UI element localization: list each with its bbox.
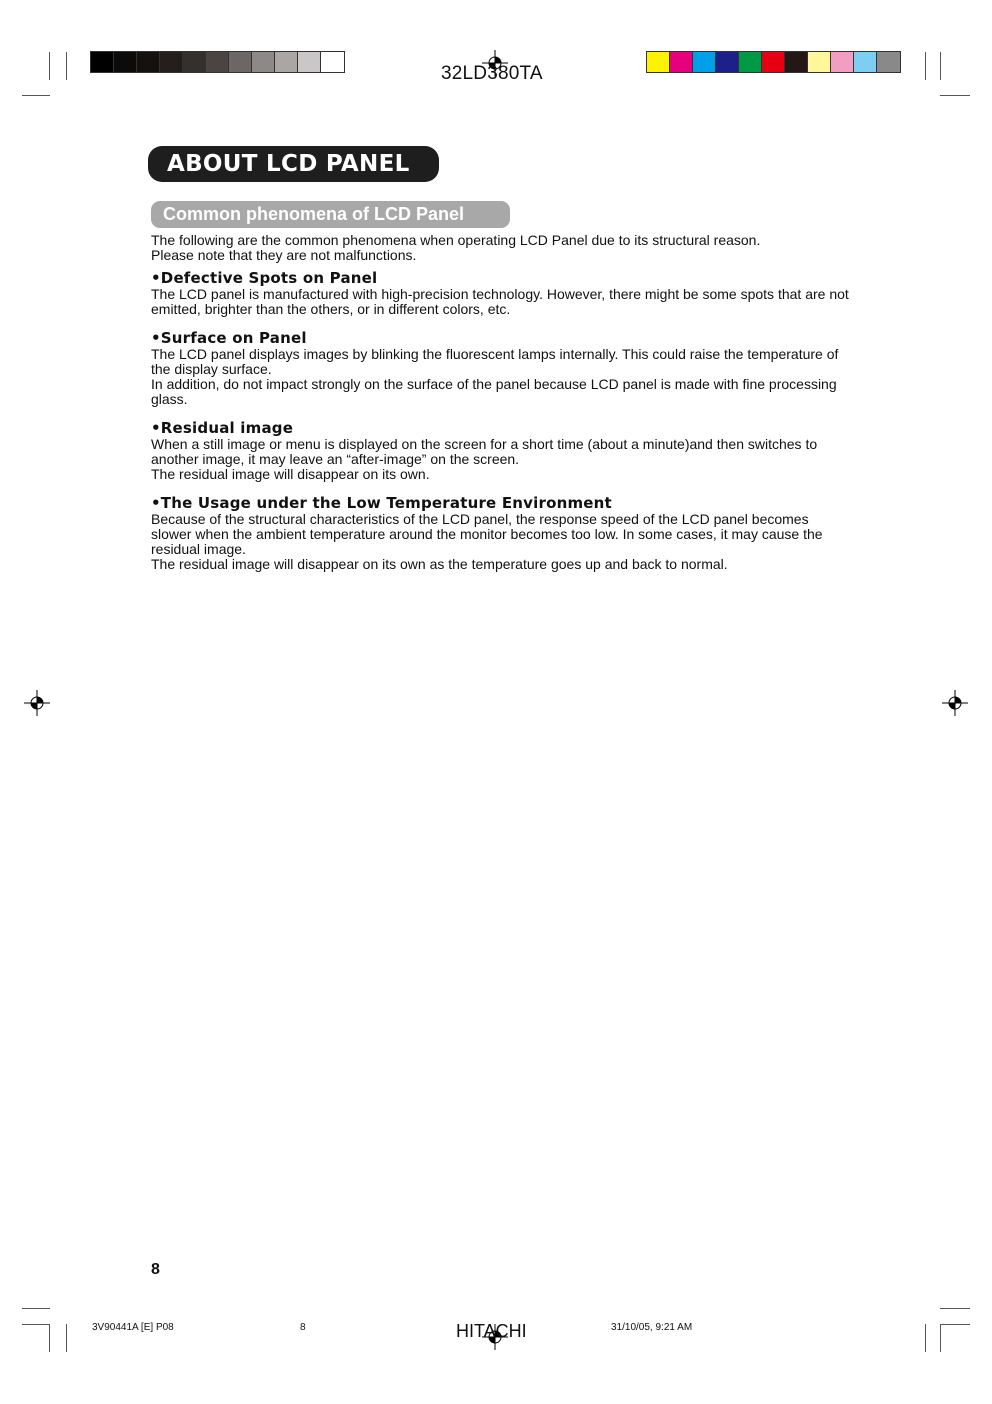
page-title: ABOUT LCD PANEL [148, 146, 439, 182]
calibration-swatch [854, 52, 877, 72]
calibration-swatch [298, 52, 321, 72]
page-number: 8 [151, 1261, 160, 1278]
section-heading: •Residual image [151, 419, 294, 437]
color-calibration-bar [646, 51, 901, 73]
section-heading: •Surface on Panel [151, 329, 307, 347]
calibration-swatch [206, 52, 229, 72]
main-content [151, 233, 851, 585]
calibration-swatch [160, 52, 183, 72]
section-residual-image [151, 420, 851, 482]
calibration-swatch [183, 52, 206, 72]
calibration-swatch [693, 52, 716, 72]
calibration-swatch [808, 52, 831, 72]
calibration-swatch [762, 52, 785, 72]
intro-line: Please note that they are not malfunctions. [151, 247, 417, 263]
calibration-swatch [670, 52, 693, 72]
section-heading: •The Usage under the Low Temperature Environment [151, 494, 612, 512]
calibration-swatch [831, 52, 854, 72]
grayscale-calibration-bar [90, 51, 345, 73]
section-paragraph: Because of the structural characteristics of the LCD panel, the response speed of the LCD panel becomes slower when the ambient temperature around the monitor becomes too low. In some cases, it may cause the residual image. [151, 511, 823, 557]
calibration-swatch [321, 52, 344, 72]
registration-mark-right-icon [942, 690, 968, 716]
section-paragraph: The residual image will disappear on its own. [151, 466, 430, 482]
calibration-swatch [137, 52, 160, 72]
section-paragraph: In addition, do not impact strongly on the surface of the panel because LCD panel is made with fine processing glass. [151, 376, 837, 407]
calibration-swatch [739, 52, 762, 72]
section-low-temperature [151, 495, 851, 572]
footer-page: 8 [300, 1322, 306, 1333]
calibration-swatch [91, 52, 114, 72]
section-paragraph: The residual image will disappear on its own as the temperature goes up and back to normal. [151, 556, 728, 572]
calibration-swatch [229, 52, 252, 72]
footer-file-code: 3V90441A [E] P08 [92, 1322, 174, 1333]
intro-text [151, 233, 851, 263]
section-subtitle: Common phenomena of LCD Panel [151, 201, 510, 228]
section-surface [151, 330, 851, 407]
calibration-swatch [114, 52, 137, 72]
section-paragraph: The LCD panel displays images by blinking the fluorescent lamps internally. This could raise the temperature of the display surface. [151, 346, 839, 377]
calibration-swatch [785, 52, 808, 72]
calibration-swatch [647, 52, 670, 72]
footer-brand: HITACHI [456, 1321, 527, 1341]
model-code: 32LD380TA [441, 63, 543, 84]
section-heading: •Defective Spots on Panel [151, 269, 378, 287]
calibration-swatch [877, 52, 900, 72]
calibration-swatch [716, 52, 739, 72]
section-defective-spots [151, 270, 851, 317]
calibration-swatch [252, 52, 275, 72]
registration-mark-left-icon [24, 690, 50, 716]
intro-line: The following are the common phenomena when operating LCD Panel due to its structural reason. [151, 232, 761, 248]
section-paragraph: When a still image or menu is displayed on the screen for a short time (about a minute)and then switches to another image, it may leave an “after-image” on the screen. [151, 436, 818, 467]
calibration-swatch [275, 52, 298, 72]
section-paragraph: The LCD panel is manufactured with high-precision technology. However, there might be some spots that are not emitted, brighter than the others, or in different colors, etc. [151, 286, 849, 317]
footer-timestamp: 31/10/05, 9:21 AM [611, 1322, 693, 1333]
